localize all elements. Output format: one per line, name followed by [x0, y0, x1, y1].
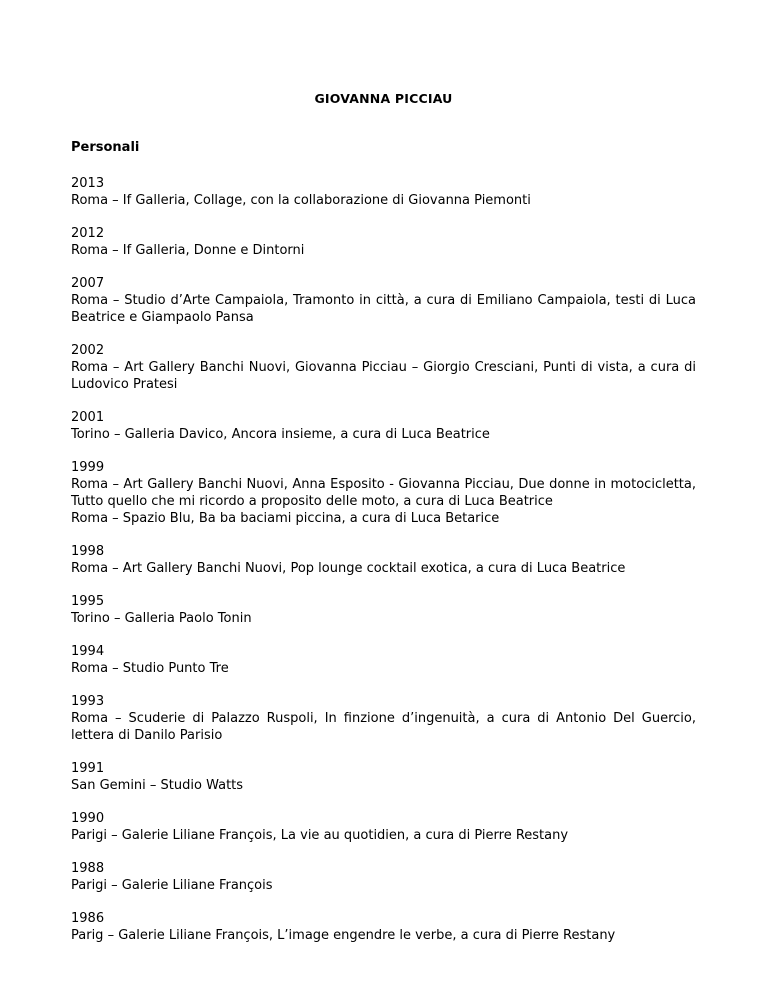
- entry-text: Roma – Art Gallery Banchi Nuovi, Pop lounge cocktail exotica, a cura di Luca Beatrice: [71, 561, 626, 576]
- entry-text: Roma – Spazio Blu, Ba ba baciami piccina, a cura di Luca Betarice: [71, 511, 500, 526]
- exhibition-entry-1990: [71, 810, 696, 844]
- exhibition-entry-2013: [71, 175, 696, 209]
- entry-text: Parig – Galerie Liliane François, L’image engendre le verbe, a cura di Pierre Restany: [71, 928, 616, 943]
- exhibition-entry-2007: [71, 275, 696, 326]
- entry-year: 1990: [71, 811, 105, 826]
- entry-year: 2002: [71, 343, 105, 358]
- exhibition-entry-1998: [71, 543, 696, 577]
- entry-text: Roma – Studio d’Arte Campaiola, Tramonto in città, a cura di Emiliano Campaiola, testi di Luca Beatrice e Giampaolo Pansa: [71, 293, 696, 325]
- exhibition-list: [71, 175, 696, 944]
- entry-text: Roma – Art Gallery Banchi Nuovi, Giovanna Picciau – Giorgio Cresciani, Punti di vista, a cura di Ludovico Pratesi: [71, 360, 696, 392]
- entry-year: 1995: [71, 594, 105, 609]
- entry-text: Parigi – Galerie Liliane François, La vie au quotidien, a cura di Pierre Restany: [71, 828, 569, 843]
- entry-text: Parigi – Galerie Liliane François: [71, 878, 273, 893]
- exhibition-entry-1986: [71, 910, 696, 944]
- exhibition-entry-1995: [71, 593, 696, 627]
- entry-year: 2007: [71, 276, 105, 291]
- document-page: [71, 90, 696, 960]
- exhibition-entry-1999: [71, 459, 696, 527]
- entry-year: 2013: [71, 176, 105, 191]
- exhibition-entry-1988: [71, 860, 696, 894]
- section-heading: Personali: [71, 140, 140, 155]
- exhibition-entry-1993: [71, 693, 696, 744]
- entry-year: 1986: [71, 911, 105, 926]
- entry-text: Torino – Galleria Paolo Tonin: [71, 611, 252, 626]
- exhibition-entry-1994: [71, 643, 696, 677]
- entry-text: Roma – If Galleria, Collage, con la collaborazione di Giovanna Piemonti: [71, 193, 531, 208]
- exhibition-entry-2001: [71, 409, 696, 443]
- entry-year: 1993: [71, 694, 105, 709]
- entry-text: San Gemini – Studio Watts: [71, 778, 244, 793]
- entry-text: Roma – Studio Punto Tre: [71, 661, 229, 676]
- entry-year: 1998: [71, 544, 105, 559]
- page-title: GIOVANNA PICCIAU: [314, 91, 453, 106]
- entry-year: 1999: [71, 460, 105, 475]
- exhibition-entry-1991: [71, 760, 696, 794]
- entry-text: Roma – If Galleria, Donne e Dintorni: [71, 243, 305, 258]
- entry-text: Roma – Scuderie di Palazzo Ruspoli, In finzione d’ingenuità, a cura di Antonio Del Guercio, lettera di Danilo Parisio: [71, 711, 696, 743]
- entry-year: 2001: [71, 410, 105, 425]
- exhibition-entry-2002: [71, 342, 696, 393]
- entry-year: 2012: [71, 226, 105, 241]
- entry-text: Roma – Art Gallery Banchi Nuovi, Anna Esposito - Giovanna Picciau, Due donne in motocicletta, Tutto quello che mi ricordo a proposito delle moto, a cura di Luca Beatrice: [71, 477, 696, 509]
- entry-text: Torino – Galleria Davico, Ancora insieme, a cura di Luca Beatrice: [71, 427, 490, 442]
- entry-year: 1991: [71, 761, 105, 776]
- exhibition-entry-2012: [71, 225, 696, 259]
- entry-year: 1988: [71, 861, 105, 876]
- entry-year: 1994: [71, 644, 105, 659]
